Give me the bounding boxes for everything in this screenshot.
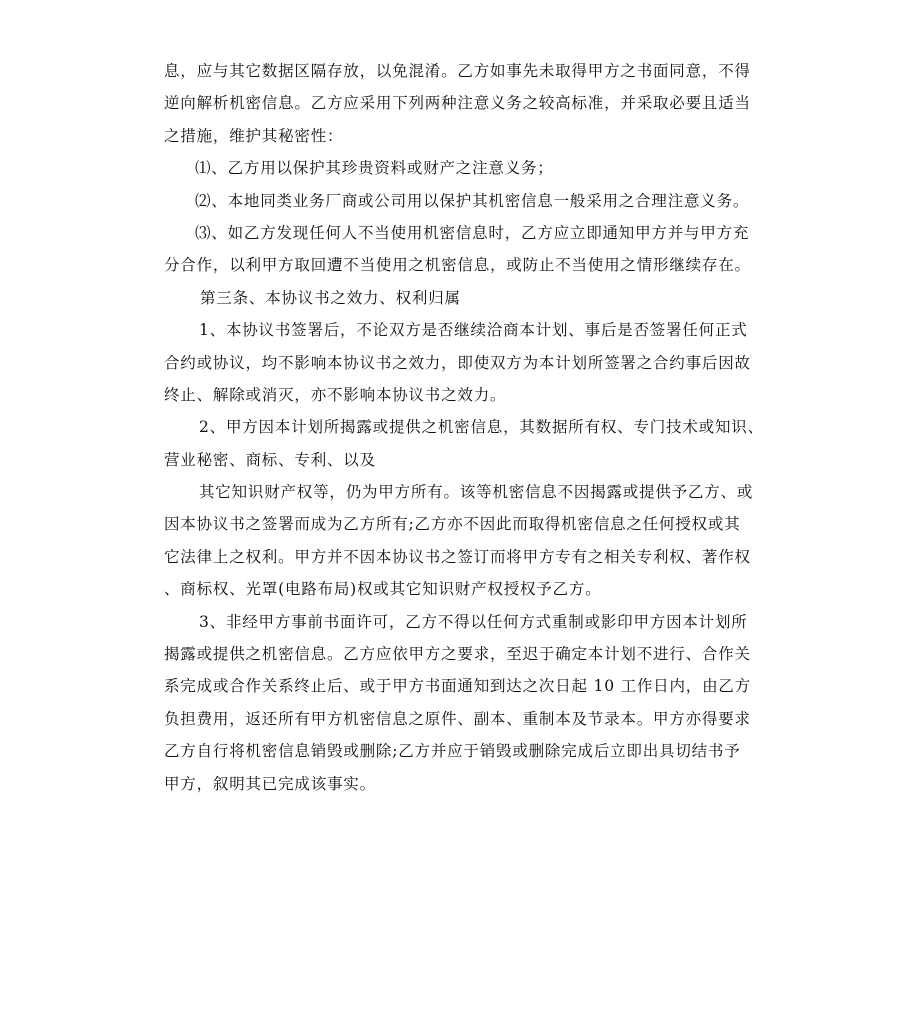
text-line: 其它知识财产权等，仍为甲方所有。该等机密信息不因揭露或提供予乙方、或	[199, 483, 754, 502]
text-line: 、商标权、光罩(电路布局)权或其它知识财产权授权予乙方。	[164, 580, 602, 599]
clause-3-line: 3、非经甲方事前书面许可，乙方不得以任何方式重制或影印甲方因本计划所	[199, 612, 748, 631]
list-item-2: ⑵、本地同类业务厂商或公司用以保护其机密信息一般采用之合理注意义务。	[195, 191, 750, 210]
text-line: 终止、解除或消灭，亦不影响本协议书之效力。	[164, 385, 507, 404]
text-line: 因本协议书之签署而成为乙方所有;乙方亦不因此而取得机密信息之任何授权或其	[164, 515, 741, 534]
document-page	[164, 55, 764, 800]
text-line: 营业秘密、商标、专利、以及	[164, 450, 376, 469]
text-line: 分合作，以利甲方取回遭不当使用之机密信息，或防止不当使用之情形继续存在。	[164, 256, 751, 275]
list-item-3: ⑶、如乙方发现任何人不当使用机密信息时，乙方应立即通知甲方并与甲方充	[195, 223, 750, 242]
clause-1-line: 1、本协议书签署后，不论双方是否继续洽商本计划、事后是否签署任何正式	[199, 321, 748, 340]
text-line: 逆向解析机密信息。乙方应采用下列两种注意义务之较高标准，并采取必要且适当	[164, 94, 751, 113]
text-line: 揭露或提供之机密信息。乙方应依甲方之要求，至迟于确定本计划不进行、合作关	[164, 645, 751, 664]
text-line: 甲方，叙明其已完成该事实。	[164, 774, 376, 793]
text-line: 合约或协议，均不影响本协议书之效力，即使双方为本计划所签署之合约事后因故	[164, 353, 751, 372]
text-line: 乙方自行将机密信息销毁或删除;乙方并应于销毁或删除完成后立即出具切结书予	[164, 742, 741, 761]
text-line: 负担费用，返还所有甲方机密信息之原件、副本、重制本及节录本。甲方亦得要求	[164, 709, 751, 728]
text-line: 系完成或合作关系终止后、或于甲方书面通知到达之次日起 10 工作日内，由乙方	[164, 677, 751, 696]
text-line: 它法律上之权利。甲方并不因本协议书之签订而将甲方专有之相关专利权、著作权	[164, 547, 751, 566]
section-heading: 第三条、本协议书之效力、权利归属	[200, 288, 461, 307]
text-line: 息，应与其它数据区隔存放，以免混淆。乙方如事先未取得甲方之书面同意，不得	[164, 62, 751, 80]
text-line: 之措施，维护其秘密性：	[164, 126, 344, 145]
list-item-1: ⑴、乙方用以保护其珍贵资料或财产之注意义务；	[195, 159, 554, 178]
clause-2-line: 2、甲方因本计划所揭露或提供之机密信息，其数据所有权、专门技术或知识、	[199, 418, 764, 437]
